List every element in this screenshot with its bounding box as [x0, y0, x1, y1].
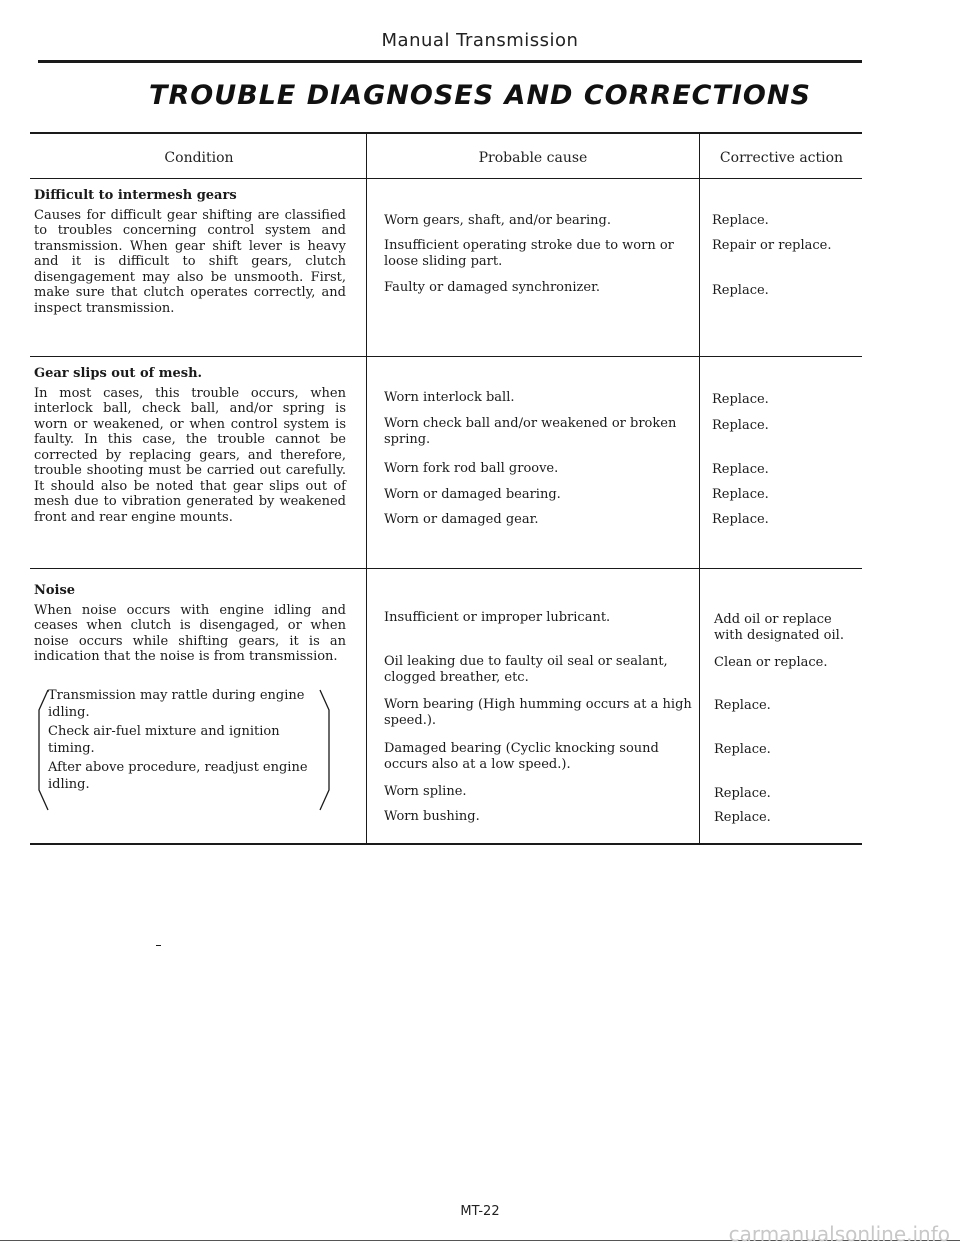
page-number: MT-22 — [460, 1204, 500, 1219]
action-item: Replace. — [714, 698, 771, 713]
condition-description: When noise occurs with engine idling and ceases when clutch is disengaged, or when noise occurs while shifting gears, it is an indication that the noise is from transmission. — [34, 602, 346, 664]
action-item: Repair or replace. — [712, 238, 832, 253]
condition-cell — [34, 188, 346, 316]
row2-bottom-rule — [30, 568, 862, 569]
action-item: Add oil or replace with designated oil. — [714, 612, 844, 643]
table-bottom-rule — [30, 843, 862, 845]
action-item: Replace. — [714, 810, 771, 825]
cause-item: Worn interlock ball. — [384, 390, 515, 405]
note-line: Transmission may rattle during engine idling. — [48, 688, 305, 720]
condition-title: Noise — [34, 583, 76, 598]
action-item: Replace. — [712, 512, 769, 527]
header-bottom-rule — [30, 178, 862, 179]
row1-bottom-rule — [30, 356, 862, 357]
condition-description: In most cases, this trouble occurs, when interlock ball, check ball, and/or spring is worn or weakened, or when control system is faulty. In this case, the trouble cannot be corrected by replacing gears, and therefore, trouble shooting must be carried out carefully. It should also be noted that gear slips out of mesh due to vibration generated by weakened front and rear engine mounts. — [34, 385, 346, 525]
action-item: Clean or replace. — [714, 655, 828, 670]
cause-item: Worn or damaged bearing. — [384, 487, 561, 502]
action-item: Replace. — [712, 487, 769, 502]
action-item: Replace. — [714, 786, 771, 801]
action-item: Replace. — [714, 742, 771, 757]
cause-item: Insufficient or improper lubricant. — [384, 610, 611, 625]
condition-description: Causes for difficult gear shifting are classified to troubles concerning control system and transmission. When gear shift lever is heavy and it is difficult to shift gears, clutch disengagement may also be unsmooth. First, make sure that clutch operates correctly, and inspect transmission. — [34, 207, 346, 316]
action-item: Replace. — [712, 392, 769, 407]
note-box — [48, 688, 316, 793]
condition-column-header: Condition — [164, 150, 234, 166]
cause-item: Worn check ball and/or weakened or broken spring. — [384, 416, 677, 447]
table-top-rule — [30, 132, 862, 134]
cause-item: Faulty or damaged synchronizer. — [384, 280, 600, 295]
column-divider-2 — [699, 132, 700, 844]
condition-cell — [34, 366, 346, 525]
note-line: After above procedure, readjust engine idling. — [48, 760, 308, 792]
action-item: Replace. — [712, 283, 769, 298]
column-divider-1 — [366, 132, 367, 844]
condition-title: Difficult to intermesh gears — [34, 188, 237, 203]
header-rule — [38, 60, 862, 63]
section-header: Manual Transmission — [381, 30, 579, 51]
action-item: Replace. — [712, 418, 769, 433]
action-column-header: Corrective action — [719, 150, 844, 166]
condition-cell — [34, 583, 346, 665]
cause-item: Worn bushing. — [384, 809, 480, 824]
cause-item: Worn fork rod ball groove. — [384, 461, 559, 476]
cause-item: Worn gears, shaft, and/or bearing. — [384, 213, 611, 228]
cause-item: Worn bearing (High humming occurs at a high speed.). — [384, 697, 692, 728]
action-item: Replace. — [712, 213, 769, 228]
cause-item: Damaged bearing (Cyclic knocking sound occurs also at a low speed.). — [384, 741, 659, 772]
note-line: Check air-fuel mixture and ignition timing. — [48, 724, 280, 756]
left-brace-icon — [36, 688, 50, 812]
condition-title: Gear slips out of mesh. — [34, 366, 203, 381]
cause-item: Worn or damaged gear. — [384, 512, 539, 527]
cause-item: Oil leaking due to faulty oil seal or sealant, clogged breather, etc. — [384, 654, 668, 685]
page-title: TROUBLE DIAGNOSES AND CORRECTIONS — [149, 80, 811, 111]
cause-column-header: Probable cause — [478, 150, 588, 166]
cause-item: Worn spline. — [384, 784, 467, 799]
cause-item: Insufficient operating stroke due to worn or loose sliding part. — [384, 238, 674, 269]
stray-mark — [156, 945, 161, 946]
action-item: Replace. — [712, 462, 769, 477]
right-brace-icon — [318, 688, 332, 812]
watermark: carmanualsonline.info — [728, 1222, 950, 1246]
